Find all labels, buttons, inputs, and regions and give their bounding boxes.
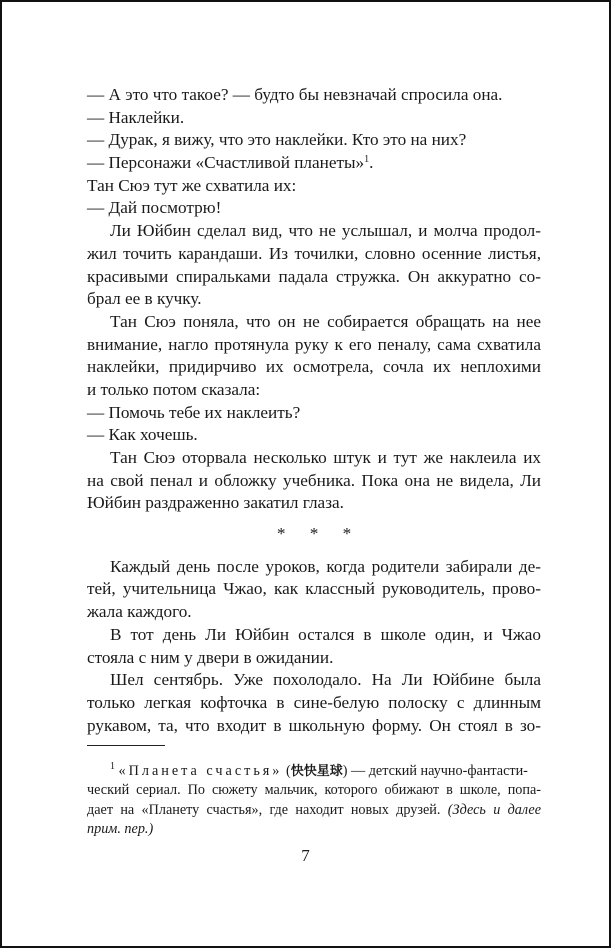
text-line: — Помочь тебе их наклеить?	[87, 402, 301, 422]
text-line: Каждый день после уроков, когда родители забирали де-	[110, 556, 541, 576]
text-line: только легкая кофточка в сине-белую полоску с длинным	[87, 692, 541, 712]
text-line: на свой пенал и обложку учебника. Пока она не видела, Ли	[87, 470, 541, 490]
text-line: Юйбин раздраженно закатил глаза.	[87, 493, 344, 513]
text-line: жала каждого.	[87, 602, 192, 622]
page-body	[87, 84, 541, 737]
text-line: рукавом, та, что входит в школьную форму. Он стоял в зо-	[87, 715, 541, 735]
translator-note: (Здесь и далее	[447, 801, 541, 818]
text-fragment: дает на «Планету счастья», где находит новых друзей.	[87, 801, 441, 818]
text-line	[87, 152, 541, 175]
scene-break: * * *	[276, 524, 362, 544]
text-line: брал ее в кучку.	[87, 289, 202, 309]
page-number: 7	[301, 846, 310, 865]
footnote-divider	[87, 745, 165, 746]
text-line: жил точить карандаши. Из точилки, словно осенние листья,	[87, 243, 541, 263]
footnote-chinese-title: 快快星球	[290, 764, 343, 779]
footnote-line: $^1$ «Планета счастья» (快快星球) — детский научно-фантасти-	[110, 761, 528, 779]
text-line: — Дай посмотрю!	[87, 198, 222, 218]
text-line: — Наклейки.	[87, 107, 185, 127]
footnote-line: ческий сериал. По сюжету мальчик, которого обижают в школе, попа-	[87, 782, 541, 799]
text-fragment: — Персонажи «Счастливой планеты»	[87, 153, 365, 173]
footnote-title: «Планета счастья»	[118, 763, 283, 779]
text-line: наклейки, придирчиво их осмотрела, сочла их неплохими	[87, 357, 541, 377]
text-line: и только потом сказала:	[87, 379, 261, 399]
footnote-line: прим. пер.)	[87, 820, 154, 837]
text-fragment: .	[369, 153, 374, 173]
text-line: В тот день Ли Юйбин остался в школе один, и Чжао	[110, 624, 541, 644]
text-line: Тан Сюэ поняла, что он не собирается обращать на нее	[110, 311, 541, 331]
text-line: красивыми спиральками падала стружка. Он аккуратно со-	[87, 266, 541, 286]
text-line: — А это что такое? — будто бы невзначай спросила она.	[87, 85, 503, 104]
text-line: внимание, нагло протянула руку к его пеналу, сама схватила	[87, 334, 541, 354]
text-line: стояла с ним у двери в ожидании.	[87, 647, 334, 667]
text-line: — Как хочешь.	[87, 425, 198, 445]
text-fragment: — детский научно-фантасти-	[350, 763, 528, 779]
footnote	[87, 762, 541, 839]
text-line: Ли Юйбин сделал вид, что не услышал, и молча продол-	[110, 221, 541, 241]
footnote-line	[87, 801, 541, 820]
footnote-reference[interactable]: 1	[364, 154, 370, 166]
text-line: Шел сентябрь. Уже похолодало. На Ли Юйбине была	[110, 670, 541, 690]
text-line: Тан Сюэ тут же схватила их:	[87, 175, 297, 195]
text-line: — Дурак, я вижу, что это наклейки. Кто это на них?	[87, 130, 467, 150]
text-line: тей, учительница Чжао, как классный руководитель, прово-	[87, 579, 541, 599]
footnote-marker: 1	[110, 761, 115, 772]
text-line: Тан Сюэ оторвала несколько штук и тут же наклеила их	[110, 448, 541, 467]
